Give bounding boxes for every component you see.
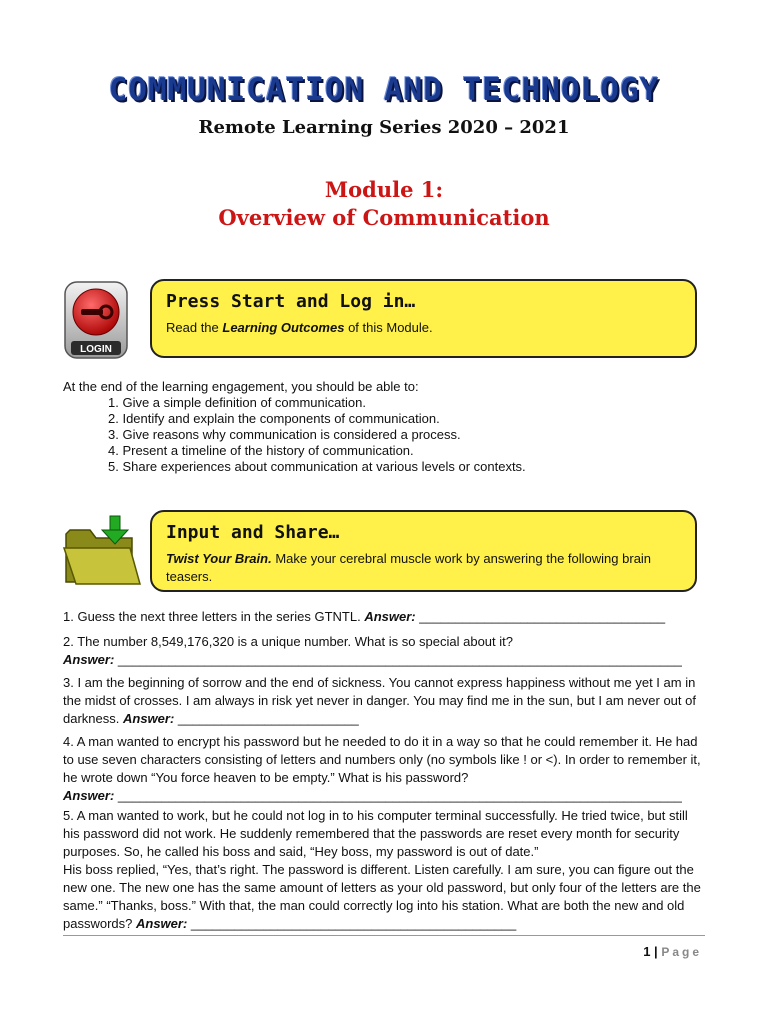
login-icon (63, 280, 129, 360)
list-item: 2. Identify and explain the components of communication. (108, 411, 440, 426)
twist-your-brain-emphasis: Twist Your Brain. (166, 551, 272, 566)
start-callout (150, 279, 697, 358)
document-title: COMMUNICATION AND TECHNOLOGY (108, 72, 660, 108)
answer-blank-2: ______________________________________________________________________________ (117, 652, 682, 667)
series-subtitle: Remote Learning Series 2020 – 2021 (198, 117, 570, 138)
answer-blank-4: ______________________________________________________________________________ (117, 788, 682, 803)
answer-blank-1: __________________________________ (419, 609, 666, 624)
question-3: 3. I am the beginning of sorrow and the end of sickness. You cannot express happiness without me yet I am in the midst of crosses. I am always in risk yet never in danger. You may find me in the sun, but I am never out of darkness. Answer: _________________________ (63, 675, 696, 726)
login-icon-label: LOGIN (80, 344, 112, 355)
start-callout-body: Read the Learning Outcomes of this Module. (166, 320, 433, 335)
question-2: 2. The number 8,549,176,320 is a unique number. What is so special about it? Answer: ______________________________________________________________________________ (63, 634, 682, 667)
learning-outcomes-emphasis: Learning Outcomes (222, 320, 345, 335)
share-callout (150, 510, 697, 592)
module-title (0, 176, 768, 232)
question-5: 5. A man wanted to work, but he could not log in to his computer terminal successfully. He tried twice, but still his password did not work. He suddenly remembered that the passwords are reset every month for security purposes. So, he called his boss and said, “Hey boss, my password is out of date.” His boss replied, “Yes, that’s right. The password is different. Listen carefully. I am sure, you can figure out the new one. The new one has the same amount of letters as your old password, but only four of the letters are the same.” “Thanks, boss.” With that, the man could correctly log into his station. What are both the new and old passwords? Answer: _____________________________________________ (63, 808, 701, 931)
list-item: 3. Give reasons why communication is considered a process. (108, 427, 461, 442)
folder-download-icon (62, 510, 142, 590)
outcomes-list (108, 395, 526, 475)
share-callout-body: Twist Your Brain. Make your cerebral muscle work by answering the following brain teasers. (166, 551, 652, 584)
share-callout-heading: Input and Share… (166, 522, 340, 543)
answer-blank-3: _________________________ (177, 711, 359, 726)
question-1: 1. Guess the next three letters in the series GTNTL. Answer: __________________________________ (63, 609, 666, 624)
question-4: 4. A man wanted to encrypt his password but he needed to do it in a way so that he could remember it. He had to use seven characters consisting of letters and numbers only (no symbols like ! or <). In order to remember it, he wrote down “You force heaven to be empty.” What is his password? Answer: ______________________________________________________________________________ (63, 734, 701, 803)
page-number: 1 | Page (643, 944, 702, 959)
module-name: Overview of Communication (218, 205, 550, 230)
list-item: 1. Give a simple definition of communication. (108, 395, 366, 410)
list-item: 4. Present a timeline of the history of communication. (108, 443, 414, 458)
answer-blank-5: _____________________________________________ (190, 916, 517, 931)
footer-divider (63, 935, 705, 936)
list-item: 5. Share experiences about communication at various levels or contexts. (108, 459, 526, 474)
outcomes-intro: At the end of the learning engagement, you should be able to: (63, 379, 419, 394)
module-number: Module 1: (324, 177, 444, 202)
start-callout-heading: Press Start and Log in… (166, 291, 416, 312)
